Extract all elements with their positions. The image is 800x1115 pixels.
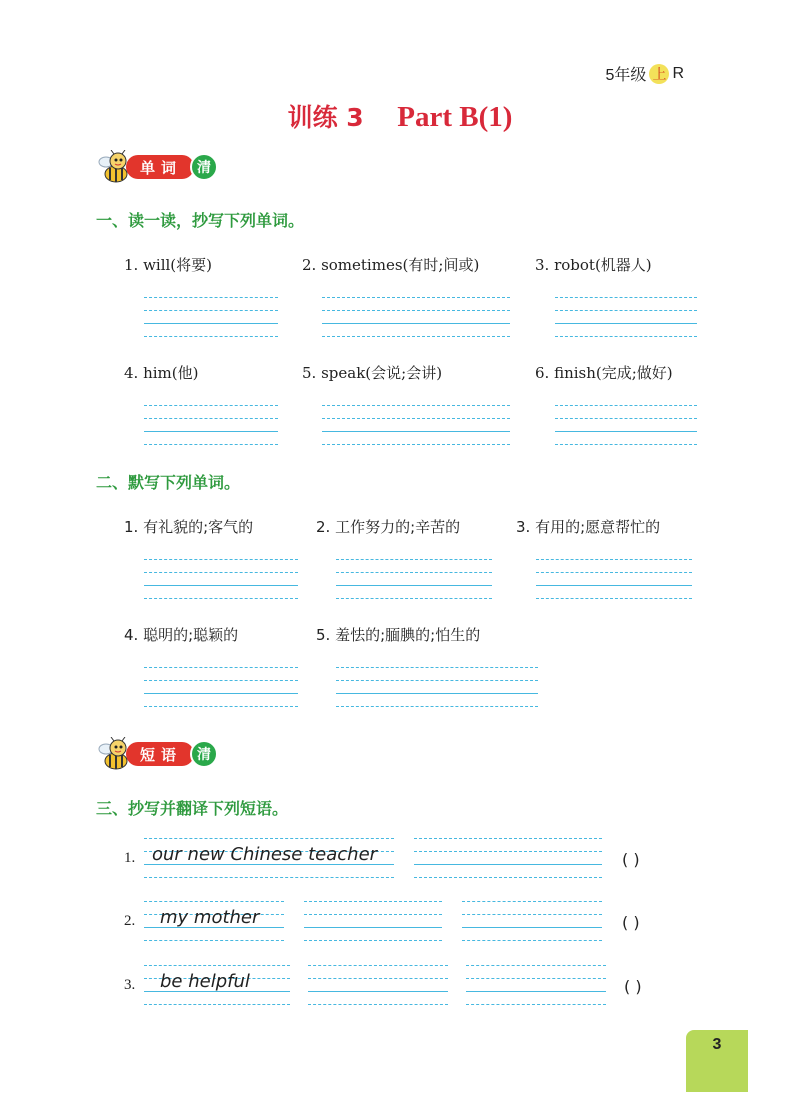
bee-mascot-icon bbox=[96, 737, 134, 771]
grade-label bbox=[606, 62, 684, 85]
section1-heading: 一、读一读，抄写下列单词。 bbox=[96, 211, 305, 230]
writing-lines[interactable] bbox=[144, 667, 298, 707]
word-item: 4. 聪明的;聪颖的 bbox=[124, 626, 239, 644]
phrase-text: be helpful bbox=[160, 971, 250, 992]
translation-blank[interactable]: ( ) bbox=[622, 913, 640, 932]
page-number: 3 bbox=[686, 1030, 748, 1092]
writing-lines[interactable] bbox=[144, 297, 278, 337]
phrase-text: our new Chinese teacher bbox=[152, 844, 378, 865]
translation-blank[interactable]: ( ) bbox=[622, 850, 640, 869]
translation-blank[interactable]: ( ) bbox=[624, 977, 642, 996]
writing-lines[interactable] bbox=[322, 297, 510, 337]
page-title bbox=[0, 98, 800, 134]
writing-lines[interactable] bbox=[308, 965, 448, 1005]
writing-lines[interactable] bbox=[555, 405, 697, 445]
bee-mascot-icon bbox=[96, 150, 134, 184]
word-item: 3. 有用的;愿意帮忙的 bbox=[516, 518, 661, 536]
word-item: 1. will(将要) bbox=[124, 256, 213, 274]
word-item: 6. finish(完成;做好) bbox=[535, 364, 673, 382]
words-badge-label: 单词 bbox=[126, 155, 194, 179]
word-item: 2. sometimes(有时;间或) bbox=[302, 256, 480, 274]
words-badge bbox=[96, 150, 218, 184]
grade-prefix: 5年级 bbox=[605, 67, 647, 84]
writing-lines[interactable] bbox=[304, 901, 442, 941]
word-item: 2. 工作努力的;辛苦的 bbox=[316, 518, 461, 536]
phrase-text: my mother bbox=[160, 907, 260, 928]
section2-heading: 二、默写下列单词。 bbox=[96, 473, 241, 492]
writing-lines[interactable] bbox=[322, 405, 510, 445]
qing-icon: 清 bbox=[190, 153, 218, 181]
writing-lines[interactable] bbox=[414, 838, 602, 878]
section3-heading: 三、抄写并翻译下列短语。 bbox=[96, 799, 289, 818]
word-item: 3. robot(机器人) bbox=[535, 256, 652, 274]
writing-lines[interactable] bbox=[462, 901, 602, 941]
writing-lines[interactable] bbox=[336, 559, 492, 599]
writing-lines[interactable] bbox=[536, 559, 692, 599]
word-item: 5. 羞怯的;腼腆的;怕生的 bbox=[316, 626, 481, 644]
writing-lines[interactable] bbox=[555, 297, 697, 337]
word-item: 1. 有礼貌的;客气的 bbox=[124, 518, 254, 536]
phrase-number: 2. bbox=[124, 913, 136, 929]
word-item: 5. speak(会说;会讲) bbox=[302, 364, 443, 382]
word-item: 4. him(他) bbox=[124, 364, 199, 382]
grade-suffix: R bbox=[672, 64, 684, 82]
writing-lines[interactable] bbox=[144, 559, 298, 599]
writing-lines[interactable] bbox=[336, 667, 538, 707]
qing-icon: 清 bbox=[190, 740, 218, 768]
writing-lines[interactable] bbox=[466, 965, 606, 1005]
phrases-badge-label: 短语 bbox=[126, 742, 194, 766]
title-cn: 训练 3 bbox=[287, 103, 364, 132]
title-en: Part B(1) bbox=[397, 101, 513, 133]
phrase-number: 3. bbox=[124, 977, 136, 993]
phrase-number: 1. bbox=[124, 850, 136, 866]
phrases-badge bbox=[96, 737, 218, 771]
writing-lines[interactable] bbox=[144, 405, 278, 445]
grade-term-badge: 上 bbox=[649, 64, 669, 84]
